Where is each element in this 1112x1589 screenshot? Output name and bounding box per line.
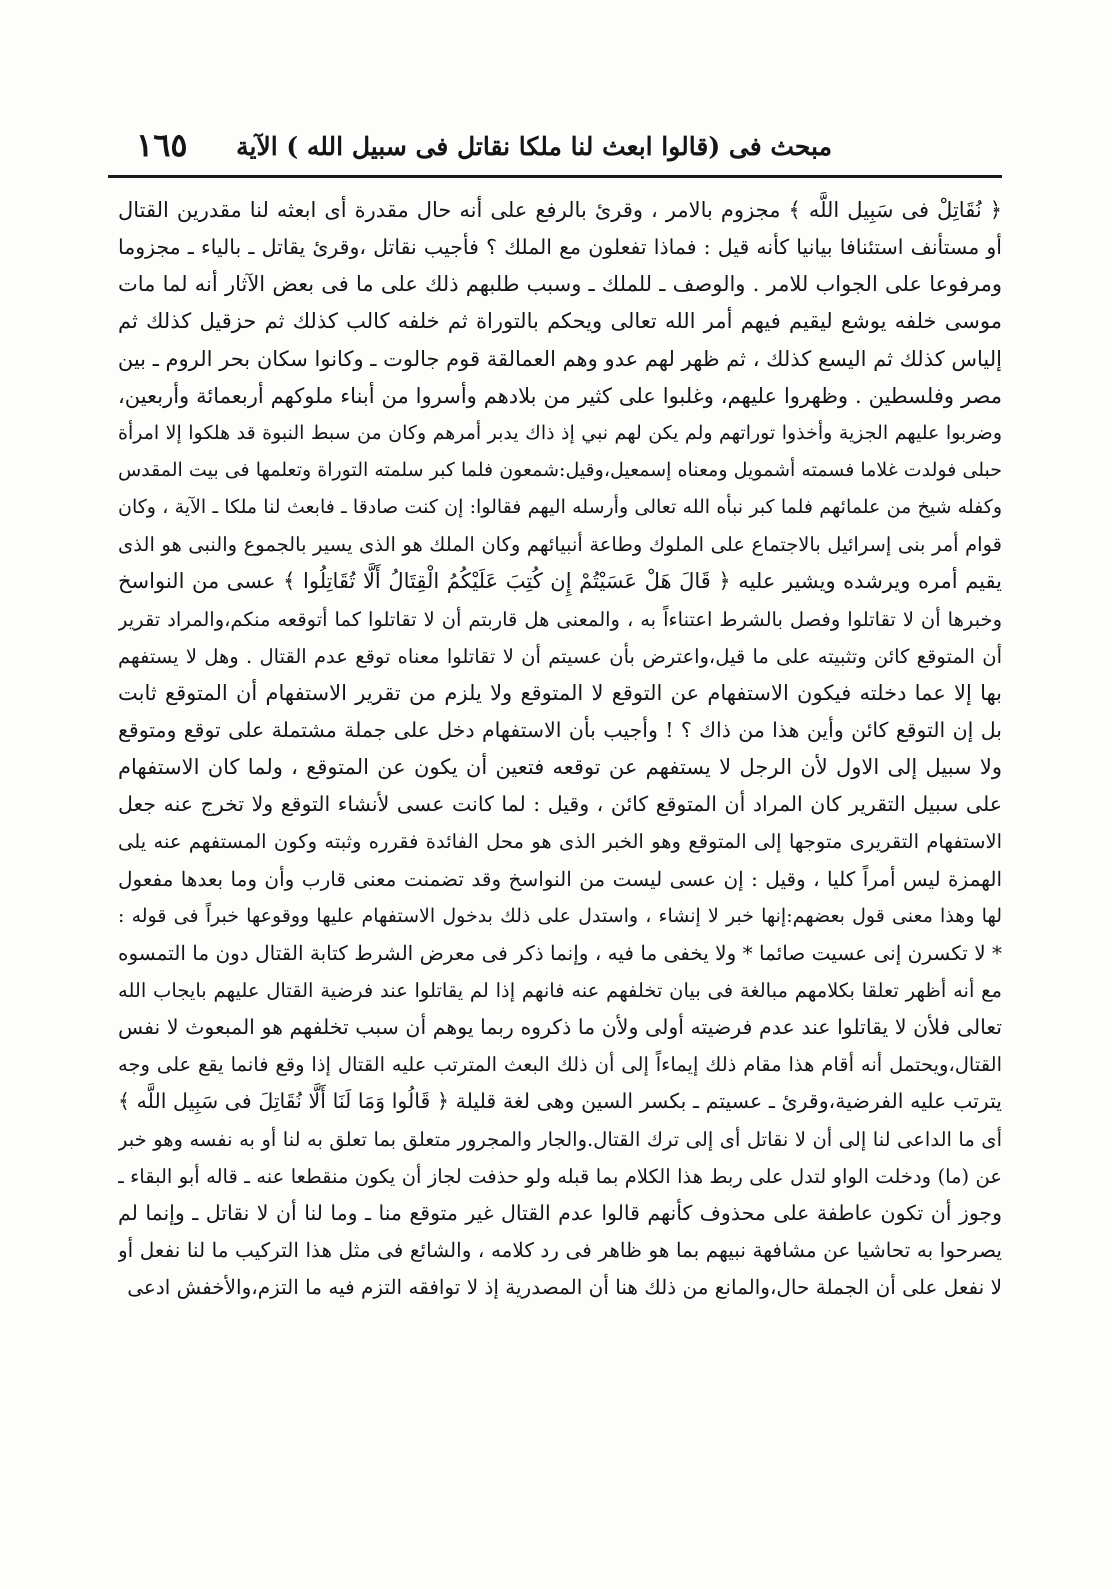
text-line: الاستفهام التقريرى متوجها إلى المتوقع وهو الخبر الذى هو محل الفائدة فقرره وثبته وكون المستفهم عنه يلى [118, 830, 1002, 854]
text-line: تعالى فلأن لا يقاتلوا عند عدم فرضيته أولى ولأن ما ذكروه ربما يوهم أن سبب تخلفهم هو المبعوث لا نفس [118, 1015, 1002, 1040]
text-line: على سبيل التقرير كان المراد أن المتوقع كائن ، وقيل : لما كانت عسى لأنشاء التوقع ولا تخرج عنه جعل [118, 792, 1002, 817]
text-line: يصرحوا به تحاشيا عن مشافهة نبيهم بما هو ظاهر فى رد كلامه ، والشائع فى مثل هذا التركيب ما لنا نفعل أو [118, 1237, 1002, 1262]
running-title: مبحث فى (قالوا ابعث لنا ملكا نقاتل فى سبيل الله ) الآية [236, 132, 832, 161]
text-line: لا نفعل على أن الجملة حال،والمانع من ذلك هنا أن المصدرية إذ لا توافقه التزم فيه ما التزم،والأخفش ادعى [127, 1275, 1002, 1300]
text-line: أو مستأنف استئنافا بيانيا كأنه قيل : فماذا تفعلون مع الملك ؟ فأجيب نقاتل ،وقرئ يقاتل ـ بالياء ـ مجزوما [118, 235, 1002, 260]
text-line: وكفله شيخ من علمائهم فلما كبر نبأه الله تعالى وأرسله اليهم فقالوا: إن كنت صادقا ـ فابعث لنا ملكا ـ الآية ، وكان [118, 496, 1002, 519]
text-line: وجوز أن تكون عاطفة على محذوف كأنهم قالوا عدم القتال غير متوقع منا ـ وما لنا أن لا نقاتل ـ وإنما لم [118, 1200, 1002, 1225]
text-line: بل إن التوقع كائن وأين هذا من ذاك ؟ ! وأجيب بأن الاستفهام دخل على جملة مشتملة على توقع ومتوقع [118, 717, 1002, 742]
text-line: القتال،ويحتمل أنه أقام هذا مقام ذلك إيماءاً إلى أن ذلك البعث المترتب عليه القتال إذا وقع فانما يقع على وجه [118, 1053, 1002, 1077]
text-line: قوام أمر بنى إسرائيل بالاجتماع على الملوك وطاعة أنبيائهم وكان الملك هو الذى يسير بالجموع والنبى هو الذى [118, 533, 1002, 557]
text-line: ﴿ نُقَاتِلْ فى سَبِيل اللَّه ﴾ مجزوم بالامر ، وقرئ بالرفع على أنه حال مقدرة أى ابعثه لنا مقدرين القتال [118, 198, 1002, 222]
text-line: وخبرها أن لا تقاتلوا وفصل بالشرط اعتناءاً به ، والمعنى هل قاربتم أن لا تقاتلوا كما أتوقعه منكم،والمراد تقرير [118, 607, 1002, 631]
page-number: ١٦٥ [136, 126, 188, 164]
text-line: أى ما الداعى لنا إلى أن لا نقاتل أى إلى ترك القتال.والجار والمجرور متعلق بما تعلق به لنا أو به نفسه وهو خبر [118, 1127, 1002, 1151]
text-line: بها إلا عما دخلته فيكون الاستفهام عن التوقع لا المتوقع ولا يلزم من تقرير الاستفهام أن المتوقع ثابت [118, 680, 1002, 705]
text-line: يقيم أمره ويرشده ويشير عليه ﴿ قَالَ هَلْ عَسَيْتُمْ إِن كُتِبَ عَلَيْكُمُ الْقِتَالُ أَلَّا تُقَاتِلُوا ﴾ عسى من النواسخ [118, 569, 1002, 594]
text-line: ولا سبيل إلى الاول لأن الرجل لا يستفهم عن توقعه فتعين أن يكون عن المتوقع ، ولما كان الاستفهام [118, 755, 1002, 780]
text-line: ومرفوعا على الجواب للامر . والوصف ـ للملك ـ وسبب طلبهم ذلك على ما فى بعض الآثار أنه لما مات [118, 272, 1002, 297]
text-line: عن (ما) ودخلت الواو لتدل على ربط هذا الكلام بما قبله ولو حذفت لجاز أن يكون منقطعا عنه ـ قاله أبو البقاء ـ [118, 1164, 1002, 1188]
text-line: موسى خلفه يوشع ليقيم فيهم أمر الله تعالى ويحكم بالتوراة ثم خلفه كالب كذلك ثم حزقيل كذلك ثم [118, 309, 1002, 334]
text-line: أن المتوقع كائن وتثبيته على ما قيل،واعترض بأن عسيتم أن لا تقاتلوا معناه توقع عدم القتال . وهل لا يستفهم [118, 644, 1002, 668]
text-line: يترتب عليه الفرضية،وقرئ ـ عسيتم ـ بكسر السين وهى لغة قليلة ﴿ قَالُوا وَمَا لَنَا أَلَّا نُقَاتِلَ فى سَبِيل اللَّه ﴾ [118, 1089, 1002, 1114]
text-line: لها وهذا معنى قول بعضهم:إنها خبر لا إنشاء ، واستدل على ذلك بدخول الاستفهام عليها ووقوعها خبراً فى قوله : [118, 904, 1002, 927]
body-text [118, 192, 1002, 1306]
text-line: مصر وفلسطين . وظهروا عليهم، وغلبوا على كثير من بلادهم وأسروا من أبناء ملوكهم أربعمائة وأربعين، [118, 383, 1002, 408]
text-line: وضربوا عليهم الجزية وأخذوا توراتهم ولم يكن لهم نبي إذ ذاك يدبر أمرهم وكان من سبط النبوة قد هلكوا إلا امرأة [118, 421, 1002, 444]
page-header [108, 118, 1002, 178]
text-line: الهمزة ليس أمراً كليا ، وقيل : إن عسى ليست من النواسخ وقد تضمنت معنى قارب وأن وما بعدها مفعول [118, 866, 1002, 891]
text-line: حبلى فولدت غلاما فسمته أشمويل ومعناه إسمعيل،وقيل:شمعون فلما كبر سلمته التوراة وتعلمها فى بيت المقدس [118, 458, 1002, 481]
text-line: إلياس كذلك ثم اليسع كذلك ، ثم ظهر لهم عدو وهم العمالقة قوم جالوت ـ وكانوا سكان بحر الروم ـ بين [118, 346, 1002, 371]
text-line: * لا تكسرن إنى عسيت صائما * ولا يخفى ما فيه ، وإنما ذكر فى معرض الشرط كتابة القتال دون ما التمسوه [118, 940, 1002, 965]
header-rule [108, 175, 1002, 178]
text-line: مع أنه أظهر تعلقا بكلامهم مبالغة فى بيان تخلفهم عنه فانهم إذا لم يقاتلوا عند فرضية القتال عليهم بايجاب الله [118, 978, 1002, 1002]
